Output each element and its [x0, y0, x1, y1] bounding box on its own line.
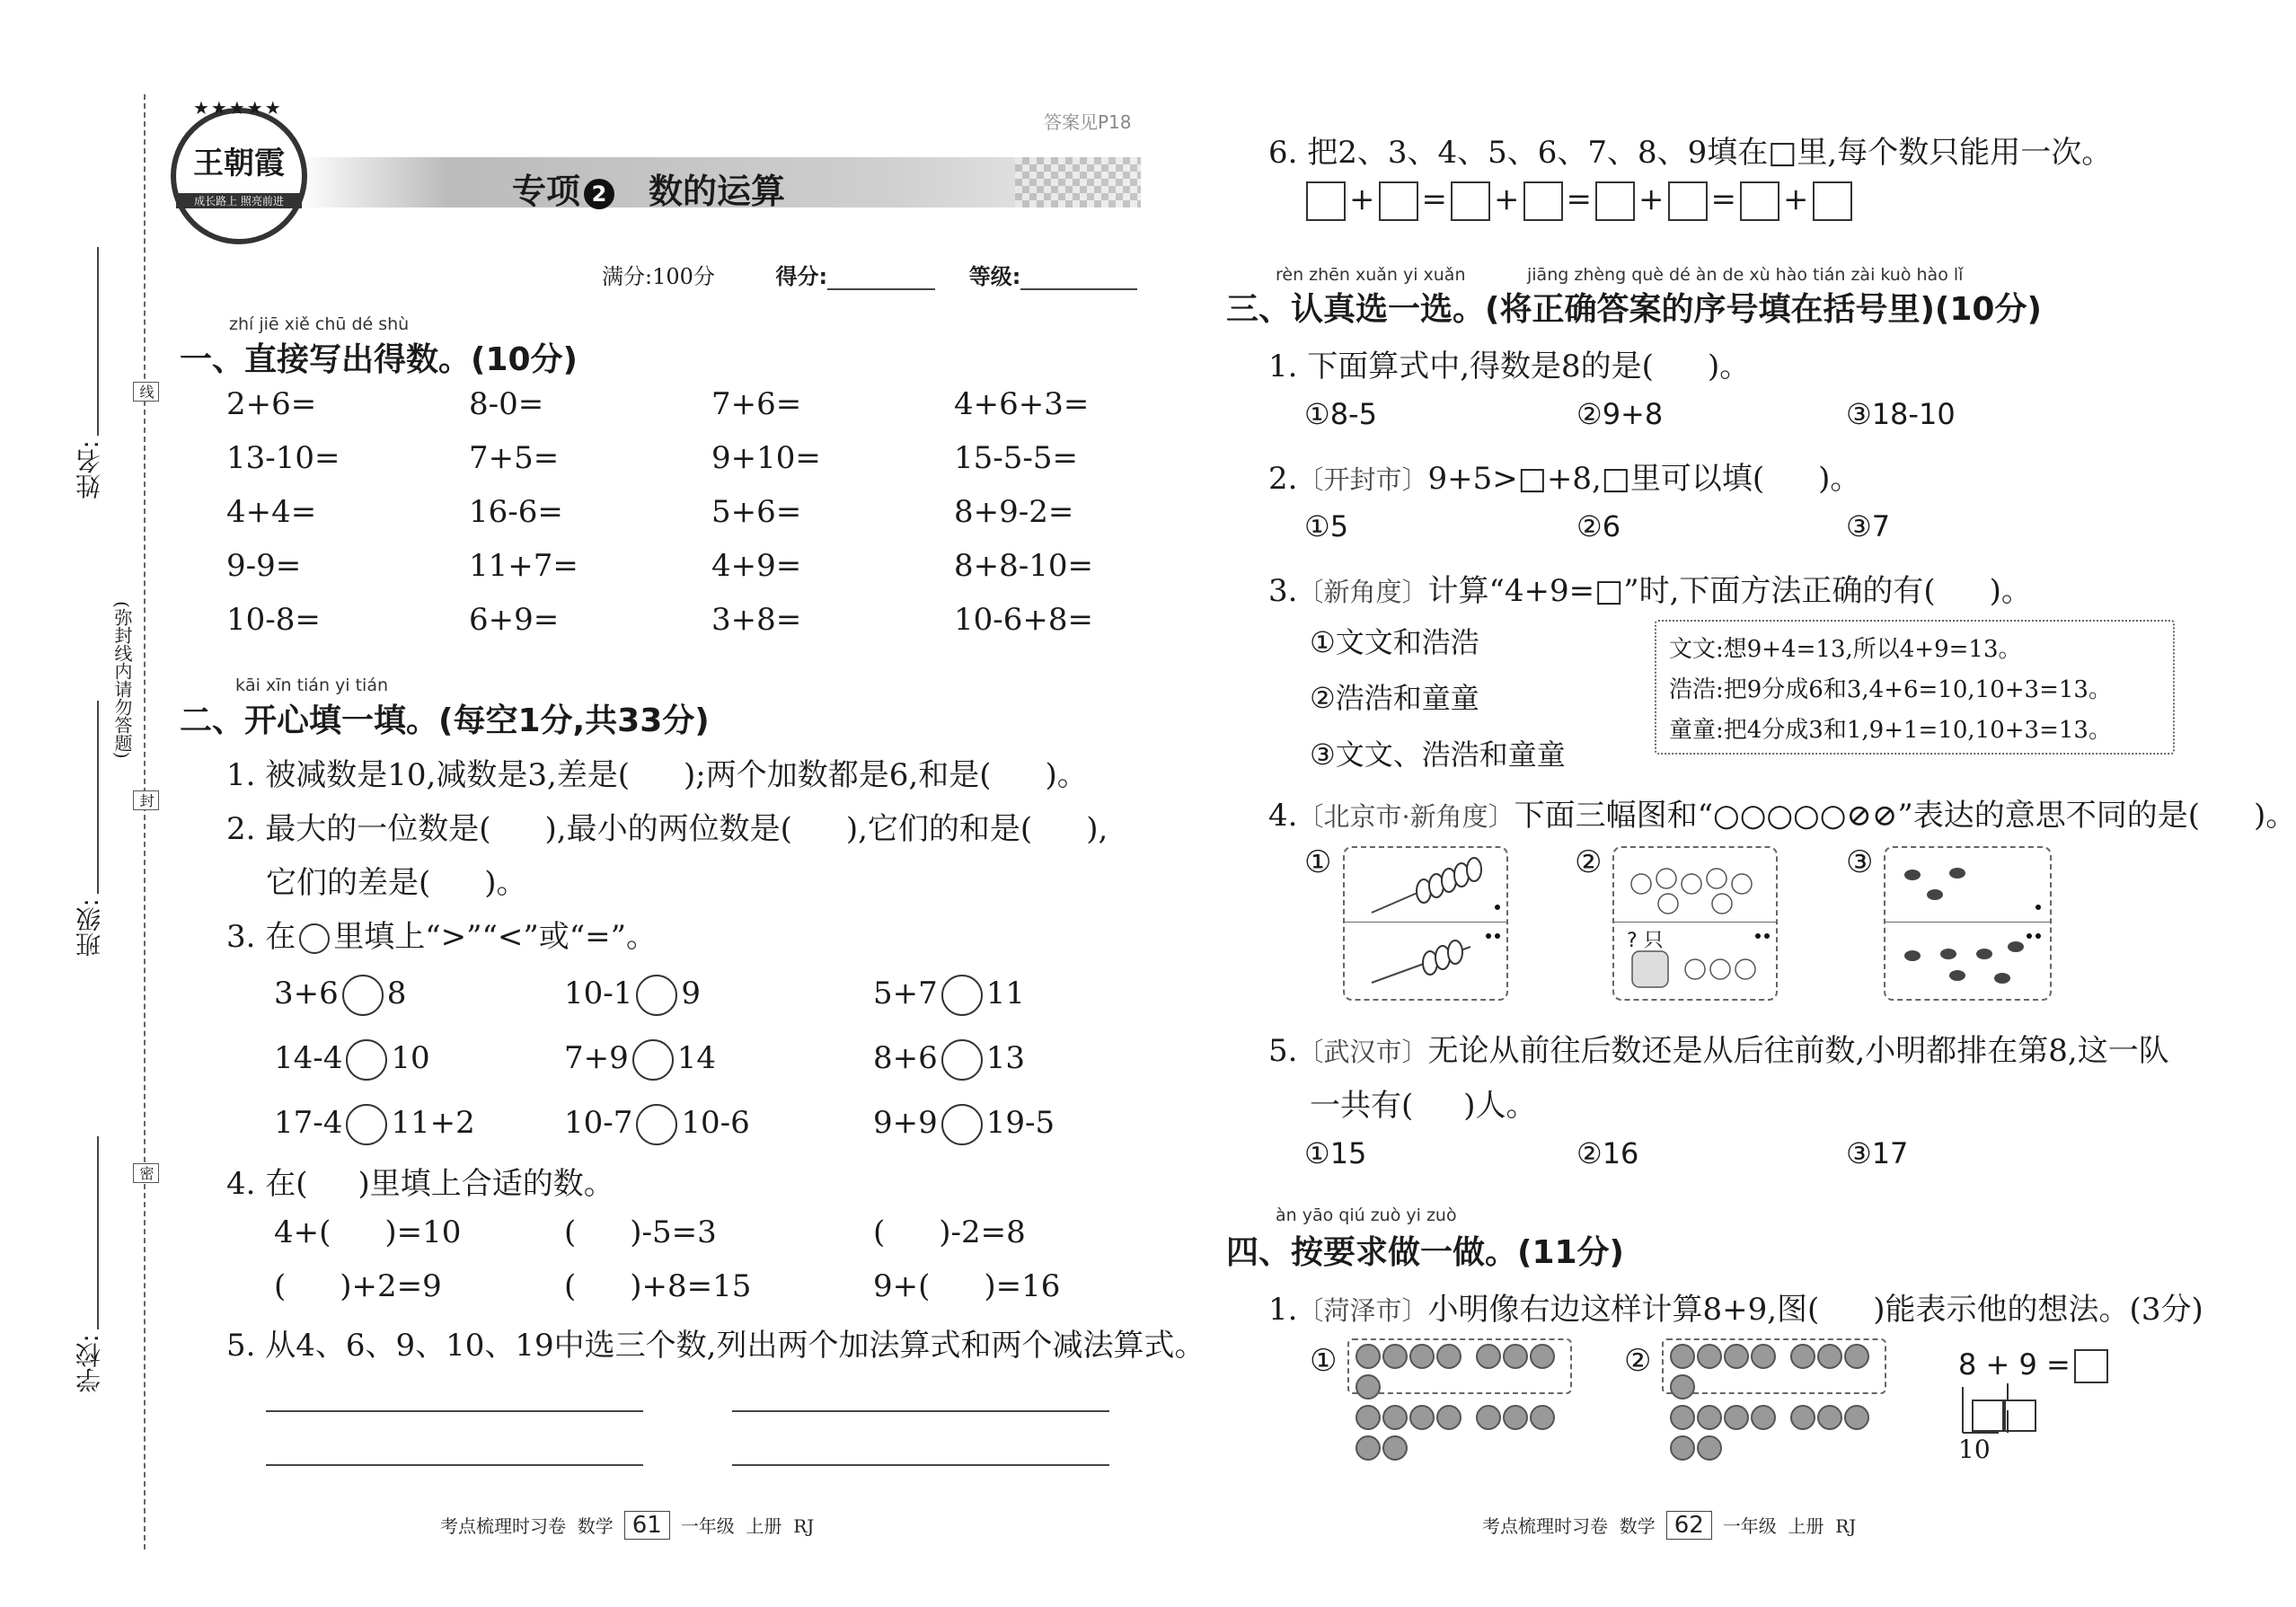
s2-q3-item: 14-4 10: [274, 1039, 430, 1081]
s2-title: 二、开心填一填。(每空1分,共33分): [180, 702, 710, 739]
split-box-1[interactable]: [1972, 1400, 2004, 1432]
choice-option[interactable]: ①5: [1304, 509, 1349, 543]
choice-option[interactable]: ②16: [1576, 1136, 1639, 1170]
s1-item[interactable]: 7+5=: [469, 440, 560, 476]
title-prefix: 专项: [512, 172, 581, 211]
s1-item[interactable]: 13-10=: [226, 440, 340, 476]
s2-q3-item: 10-1 9: [564, 975, 701, 1016]
answer-box[interactable]: [1668, 181, 1708, 221]
s3-q4-picture-1: [1343, 846, 1508, 1001]
answer-line-2[interactable]: [732, 1410, 1109, 1412]
s1-item[interactable]: 4+9=: [711, 548, 802, 584]
choice-option[interactable]: ③17: [1846, 1136, 1909, 1170]
s2-q3-item: 9+9 19-5: [873, 1104, 1055, 1145]
s4-q1: 1.〔菏泽市〕小明像右边这样计算8+9,图( )能表示他的想法。(3分): [1268, 1292, 2203, 1328]
seal-mark-1: 线: [133, 382, 159, 402]
choice-option[interactable]: ①8-5: [1304, 397, 1377, 431]
s2-q3-title: 3. 在 里填上“>”“<”或“=”。: [226, 919, 658, 955]
compare-circle[interactable]: [632, 1039, 674, 1081]
s1-item[interactable]: 8+9-2=: [954, 494, 1074, 530]
answer-line-3[interactable]: [266, 1464, 643, 1466]
s3-q4: 4.〔北京市·新角度〕下面三幅图和“○○○○○⊘⊘”表达的意思不同的是( )。: [1268, 798, 2296, 834]
s1-item[interactable]: 11+7=: [469, 548, 578, 584]
s2-q3-item: 17-4 11+2: [274, 1104, 475, 1145]
choice-option[interactable]: ③7: [1846, 509, 1891, 543]
s3-title: 三、认真选一选。(将正确答案的序号填在括号里)(10分): [1226, 291, 2042, 328]
s2-q4-item: ( )-2=8: [873, 1214, 1026, 1250]
s1-item[interactable]: 3+8=: [711, 602, 802, 638]
footer-left: 考点梳理时习卷 数学 61 一年级 上册 RJ: [440, 1512, 815, 1539]
s4-title: 四、按要求做一做。(11分): [1226, 1234, 1625, 1271]
s1-title: 一、直接写出得数。(10分): [180, 341, 578, 378]
s2-q2: 2. 最大的一位数是( ),最小的两位数是( ),它们的和是( ),: [226, 811, 1108, 847]
s2-q4-item: ( )+2=9: [274, 1268, 442, 1304]
s4-pinyin: àn yāo qiú zuò yi zuò: [1276, 1205, 1457, 1225]
s4-q1-label-2[interactable]: ②: [1624, 1343, 1652, 1379]
full-score: 满分:100分: [602, 264, 715, 289]
s4-q1-figure-1: [1347, 1338, 1572, 1394]
s3-q2: 2.〔开封市〕9+5>□+8,□里可以填( )。: [1268, 461, 1861, 497]
answer-box[interactable]: [1379, 181, 1418, 221]
score-label: 得分:: [775, 264, 828, 289]
s3-q3: 3.〔新角度〕计算“4+9=□”时,下面方法正确的有( )。: [1268, 573, 2032, 609]
choice-option[interactable]: ②9+8: [1576, 397, 1664, 431]
school-label: 学校:: [75, 1334, 104, 1393]
s3-q1: 1. 下面算式中,得数是8的是( )。: [1268, 349, 1751, 384]
compare-circle[interactable]: [636, 975, 677, 1016]
s1-item[interactable]: 16-6=: [469, 494, 563, 530]
compare-circle[interactable]: [342, 975, 384, 1016]
ribbon-checker: [1015, 157, 1141, 207]
s3-q4-label-1[interactable]: ①: [1304, 844, 1332, 880]
s1-item[interactable]: 10-6+8=: [954, 602, 1093, 638]
answer-box[interactable]: [1306, 181, 1346, 221]
s2-q6: 6. 把2、3、4、5、6、7、8、9填在□里,每个数只能用一次。: [1268, 135, 2113, 171]
s3-q5: 5.〔武汉市〕无论从前往后数还是从后往前数,小明都排在第8,这一队: [1268, 1033, 2169, 1069]
class-field-line: [97, 701, 99, 894]
grade-field[interactable]: [1020, 288, 1137, 290]
s3-q3-opt-1[interactable]: ①文文和浩浩: [1310, 625, 1479, 659]
s4-q1-figure-2: [1662, 1338, 1886, 1394]
s3-q5-cont: 一共有( )人。: [1310, 1088, 1537, 1124]
binding-dashed-line: [144, 94, 146, 1550]
glasses-group-icon: [1885, 848, 2050, 999]
score-field[interactable]: [827, 288, 935, 290]
choice-option[interactable]: ②6: [1576, 509, 1621, 543]
answer-box[interactable]: [1813, 181, 1852, 221]
s2-q1: 1. 被减数是10,减数是3,差是( );两个加数都是6,和是( )。: [226, 757, 1088, 793]
score-line: [602, 259, 1137, 290]
method-wenwen: 文文:想9+4=13,所以4+9=13。: [1669, 636, 2022, 663]
s3-q4-label-2[interactable]: ②: [1575, 844, 1603, 880]
s3-q3-method-box: [1655, 620, 2175, 755]
s2-q4-item: ( )+8=15: [564, 1268, 752, 1304]
s1-item[interactable]: 10-8=: [226, 602, 321, 638]
answer-ref: 答案见P18: [1044, 111, 1132, 133]
method-tongtong: 童童:把4分成3和1,9+1=10,10+3=13。: [1669, 717, 2112, 744]
title-text: 数的运算: [649, 172, 786, 211]
unknown-count-label: ? 只: [1627, 930, 1664, 952]
s2-q6-boxes: + = + = + = +: [1303, 181, 1856, 221]
s1-item[interactable]: 5+6=: [711, 494, 802, 530]
page-number-left: 61: [624, 1511, 670, 1540]
s2-q3-item: 7+9 14: [564, 1039, 716, 1081]
s4-q1-label-1[interactable]: ①: [1310, 1343, 1338, 1379]
answer-box[interactable]: [1451, 181, 1490, 221]
s4-q1-equation: 8 + 9 =: [1958, 1347, 2112, 1383]
school-field-line: [97, 1136, 99, 1329]
answer-box[interactable]: [1740, 181, 1779, 221]
s3-q4-picture-3: [1884, 846, 2052, 1001]
s1-item[interactable]: 7+6=: [711, 386, 802, 422]
class-label: 班级:: [75, 898, 104, 958]
seal-mark-3: 密: [133, 1163, 159, 1183]
answer-box[interactable]: [1523, 181, 1563, 221]
s2-q3-item: 10-7 10-6: [564, 1104, 750, 1145]
answer-box[interactable]: [1595, 181, 1635, 221]
s2-q4-item: 4+( )=10: [274, 1214, 462, 1250]
s1-item[interactable]: 6+9=: [469, 602, 560, 638]
s2-pinyin: kāi xīn tián yi tián: [235, 675, 388, 695]
s1-item[interactable]: 4+4=: [226, 494, 317, 530]
name-field-line: [97, 247, 99, 436]
compare-circle[interactable]: [941, 975, 983, 1016]
s1-item[interactable]: 8-0=: [469, 386, 544, 422]
s2-q4-item: ( )-5=3: [564, 1214, 717, 1250]
split-ten-label: 10: [1958, 1435, 1991, 1464]
s1-item[interactable]: 15-5-5=: [954, 440, 1078, 476]
bead-string-icon: [1345, 848, 1506, 999]
s2-q3-item: 3+6 8: [274, 975, 406, 1016]
s1-item[interactable]: 4+6+3=: [954, 386, 1090, 422]
title-number-badge: 2: [584, 179, 614, 209]
s3-q4-picture-2: [1612, 846, 1778, 1001]
rabbit-group-icon: [1614, 848, 1776, 999]
compare-circle[interactable]: [941, 1039, 983, 1081]
s3-q4-label-3[interactable]: ③: [1846, 844, 1874, 880]
s2-q2-cont: 它们的差是( )。: [266, 865, 527, 901]
compare-circle[interactable]: [346, 1039, 387, 1081]
choice-option[interactable]: ①15: [1304, 1136, 1367, 1170]
s2-q5: 5. 从4、6、9、10、19中选三个数,列出两个加法算式和两个减法算式。: [226, 1328, 1205, 1364]
s2-q4-title: 4. 在( )里填上合适的数。: [226, 1166, 614, 1202]
s2-q3-item: 8+6 13: [873, 1039, 1025, 1081]
brand-logo: [171, 108, 307, 244]
circle-icon: [299, 923, 330, 954]
s3-q3-opt-3[interactable]: ③文文、浩浩和童童: [1310, 737, 1566, 772]
s3-q3-opt-2[interactable]: ②浩浩和童童: [1310, 681, 1479, 715]
compare-circle[interactable]: [941, 1104, 983, 1145]
answer-line-4[interactable]: [732, 1464, 1109, 1466]
seal-mark-2: 封: [133, 790, 159, 810]
compare-circle[interactable]: [346, 1104, 387, 1145]
s3-pinyin-b: jiāng zhèng què dé àn de xù hào tián zài kuò hào lǐ: [1527, 265, 1964, 285]
s2-q3-item: 5+7 11: [873, 975, 1025, 1016]
logo-stars: ★★★★★: [193, 97, 283, 119]
logo-text: 王朝霞: [193, 146, 285, 181]
choice-option[interactable]: ③18-10: [1846, 397, 1956, 431]
compare-circle[interactable]: [636, 1104, 677, 1145]
s2-q4-item: 9+( )=16: [873, 1268, 1061, 1304]
s3-pinyin-a: rèn zhēn xuǎn yi xuǎn: [1276, 265, 1466, 285]
page-number-right: 62: [1666, 1511, 1712, 1540]
split-box-2[interactable]: [2004, 1400, 2036, 1432]
grade-label: 等级:: [968, 264, 1021, 289]
s1-item[interactable]: 8+8-10=: [954, 548, 1093, 584]
equation-answer-box[interactable]: [2074, 1349, 2108, 1383]
s1-pinyin: zhí jiē xiě chū dé shù: [229, 314, 410, 334]
s1-item[interactable]: 9+10=: [711, 440, 821, 476]
name-label: 姓名:: [75, 440, 104, 499]
s1-item[interactable]: 2+6=: [226, 386, 317, 422]
method-haohao: 浩浩:把9分成6和3,4+6=10,10+3=13。: [1669, 676, 2112, 703]
logo-subtext: 成长路上 照亮前进: [176, 193, 302, 208]
footer-right: 考点梳理时习卷 数学 62 一年级 上册 RJ: [1482, 1512, 1857, 1539]
answer-line-1[interactable]: [266, 1410, 643, 1412]
seal-note: (弥封线内请勿答题): [110, 597, 136, 763]
page-title: [512, 163, 785, 213]
s1-item[interactable]: 9-9=: [226, 548, 302, 584]
